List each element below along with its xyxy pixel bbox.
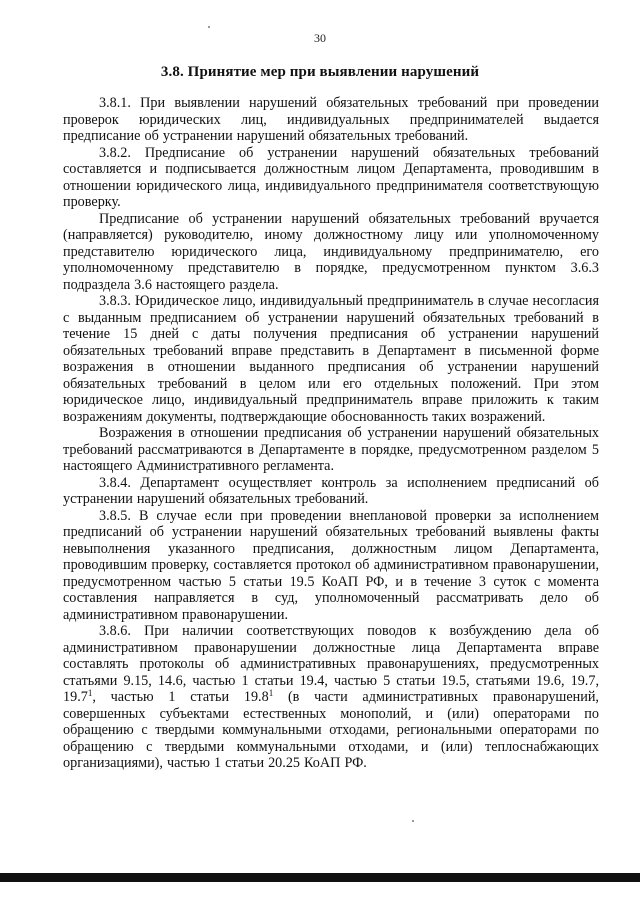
- document-body: [63, 95, 599, 772]
- paragraph-3-8-1: 3.8.1. При выявлении нарушений обязательных требований при проведении проверок юридических лиц, индивидуальных предпринимателей выдается предписание об устранении нарушений обязательных требований.: [63, 95, 599, 144]
- superscript-2: 1: [268, 688, 274, 698]
- paragraph-3-8-5: 3.8.5. В случае если при проведении внеплановой проверки за исполнением предписаний об устранении нарушений обязательных требований выявлены факты невыполнения указанного предписания, должностным лицом Департамента, проводившим проверку, составляется протокол об административном правонарушении, предусмотренном частью 5 статьи 19.5 КоАП РФ, и в течение 3 суток с момента составления направляется в суд, уполномоченный рассматривать дело об административном правонарушении.: [63, 507, 599, 623]
- superscript-1: 1: [87, 688, 93, 698]
- paragraph-objections: Возражения в отношении предписания об устранении нарушений обязательных требований рассматриваются в Департаменте в порядке, предусмотренном разделом 5 настоящего Административного регламента.: [63, 425, 599, 474]
- paragraph-3-8-6-part1: 3.8.6. При наличии соответствующих поводов к возбуждению дела об административном правонарушении должностные лица Департамента вправе составлять протоколы об административных правонарушениях, предусмотренных статьями 9.15, 14.6, частью 1 статьи 19.4, частью 5 статьи 19.5, статьями 19.6, 19.7, 19.7: [63, 623, 599, 705]
- section-title: 3.8. Принятие мер при выявлении нарушений: [160, 64, 480, 80]
- paragraph-3-8-3: 3.8.3. Юридическое лицо, индивидуальный предприниматель в случае несогласия с выданным предписанием об устранении нарушений обязательных требований в течение 15 дней с даты получения предписания об устранении нарушений обязательных требований вправе представить в Департамент в письменной форме возражения в отношении выданного предписания об устранении нарушений обязательных требований в целом или его отдельных положений. При этом юридическое лицо, индивидуальный предприниматель вправе приложить к таким возражениям документы, подтверждающие обоснованность таких возражений.: [63, 293, 599, 425]
- page-number: 30: [314, 31, 326, 45]
- paragraph-3-8-2: 3.8.2. Предписание об устранении нарушений обязательных требований составляется и подписывается должностным лицом Департамента, проводившим в отношении юридического лица, индивидуального предпринимателя соответствующую проверку.: [63, 144, 599, 210]
- paragraph-3-8-6-part2: , частью 1 статьи 19.8: [92, 689, 269, 705]
- scan-bottom-edge: [0, 873, 640, 882]
- paragraph-3-8-4: 3.8.4. Департамент осуществляет контроль за исполнением предписаний об устранении нарушений обязательных требований.: [63, 474, 599, 507]
- paragraph-3-8-6-part3: (в части административных правонарушений, совершенных субъектами естественных монополий, и (или) операторами по обращению с твердыми коммунальными отходами, региональными операторами по обращению с твердыми коммунальными отходами, и (или) теплоснабжающих организациями), частью 1 статьи 20.25 КоАП РФ.: [63, 689, 599, 771]
- scan-speck: [208, 26, 210, 28]
- scan-speck: [412, 820, 414, 822]
- paragraph-prescription-delivery: Предписание об устранении нарушений обязательных требований вручается (направляется) руководителю, иному должностному лицу или уполномоченному представителю юридического лица, индивидуальному предпринимателю, его уполномоченному представителю в порядке, предусмотренном пунктом 3.6.3 подраздела 3.6 настоящего раздела.: [63, 210, 599, 293]
- paragraph-3-8-6: [63, 623, 599, 772]
